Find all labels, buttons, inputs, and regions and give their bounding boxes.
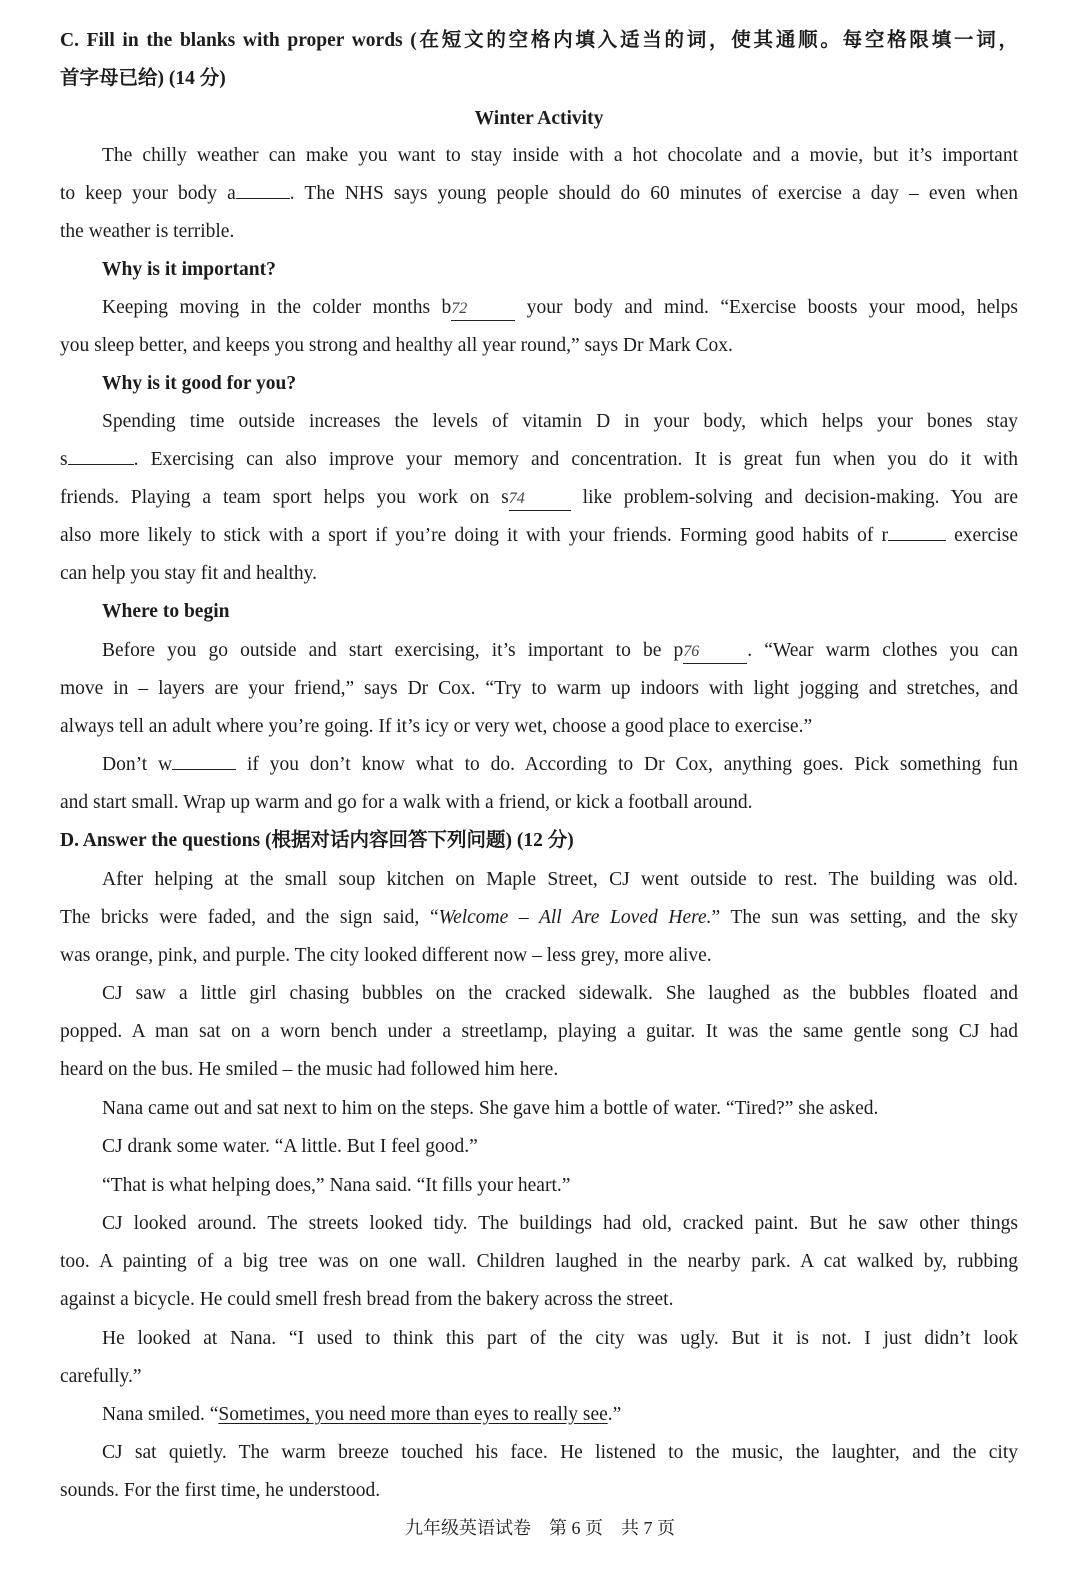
c-p3-line1-text: Spending time outside increases the levels of vitamin D in your body, which helps your bones stay — [102, 411, 1018, 432]
c-p4-line1-b: . “Wear warm clothes you can — [747, 640, 1018, 661]
c-p2-line2-text: you sleep better, and keeps you strong and healthy all year round,” says Dr Mark Cox. — [60, 335, 733, 356]
d-p2-line1 — [102, 975, 1018, 1013]
c-p1-line2-b: . The NHS says young people should do 60 minutes of exercise a day – even when — [289, 183, 1018, 204]
c-p4-line2 — [60, 670, 1018, 708]
c-p4-line3 — [60, 708, 1018, 746]
c-p1-line3-text: the weather is terrible. — [60, 221, 235, 242]
c-p1-line1-text: The chilly weather can make you want to stay inside with a hot chocolate and a movie, but it’s important — [102, 145, 1018, 166]
d-p6-line3 — [60, 1281, 1018, 1319]
d-p4 — [102, 1128, 1018, 1166]
d-p4-text: CJ drank some water. “A little. But I feel good.” — [102, 1136, 478, 1157]
c-p3-line3-b: like problem-solving and decision-making. You are — [570, 487, 1018, 508]
c-p5-line1 — [102, 746, 1018, 784]
c-p1-line3 — [60, 213, 1018, 251]
blank-74[interactable] — [509, 488, 571, 511]
c-p5-line2 — [60, 784, 1018, 822]
d-p5-text: “That is what helping does,” Nana said. “It fills your heart.” — [102, 1175, 571, 1196]
d-p2-line2 — [60, 1013, 1018, 1051]
sign-quote: Welcome – All Are Loved Here. — [438, 907, 712, 928]
c-p3-line2 — [60, 441, 1018, 479]
d-p2-line3-text: heard on the bus. He smiled – the music had followed him here. — [60, 1059, 559, 1080]
c-p5-line1-b: if you don’t know what to do. According to Dr Cox, anything goes. Pick something fun — [236, 754, 1018, 775]
c-p2-line1-b: your body and mind. “Exercise boosts your mood, helps — [515, 297, 1018, 318]
d-p1-line3 — [60, 937, 1018, 975]
c-p2-line1 — [102, 289, 1018, 327]
c-p3-line3-a: friends. Playing a team sport helps you work on s — [60, 487, 509, 508]
d-p8-b: .” — [607, 1404, 622, 1425]
d-p2-line2-text: popped. A man sat on a worn bench under a streetlamp, playing a guitar. It was the same gentle song CJ had — [60, 1021, 1018, 1042]
d-p1-line2-b: ” The sun was setting, and the sky — [711, 907, 1018, 928]
d-p8 — [102, 1396, 1018, 1434]
subheading-why-important — [102, 251, 1018, 289]
c-p3-line4-a: also more likely to stick with a sport if you’re doing it with your friends. Forming good habits of r — [60, 525, 888, 546]
c-p3-line1 — [102, 403, 1018, 441]
blank-72-mark: 72 — [451, 300, 468, 317]
blank-76[interactable] — [683, 641, 747, 664]
c-p1-line1 — [102, 137, 1018, 175]
d-p8-a: Nana smiled. “ — [102, 1404, 219, 1425]
blank-74-mark: 74 — [508, 490, 525, 507]
d-p6-line3-text: against a bicycle. He could smell fresh bread from the bakery across the street. — [60, 1289, 674, 1310]
blank-73[interactable] — [68, 464, 134, 465]
c-p4-line1 — [102, 632, 1018, 670]
c-p3-line4-b: exercise — [945, 525, 1018, 546]
d-p7-line1 — [102, 1320, 1018, 1358]
section-c-heading-2 — [60, 60, 1018, 98]
c-p5-line2-text: and start small. Wrap up warm and go for a walk with a friend, or kick a football around. — [60, 792, 753, 813]
d-p1-line2 — [60, 899, 1018, 937]
section-c-heading — [60, 22, 1018, 60]
section-c-heading-line1: C. Fill in the blanks with proper words (在短文的空格内填入适当的词，使其通顺。每空格限填一词， — [60, 30, 1018, 51]
section-d-heading-text: D. Answer the questions (根据对话内容回答下列问题) (12 分) — [60, 830, 574, 851]
d-p1-line1-text: After helping at the small soup kitchen on Maple Street, CJ went outside to rest. The building was old. — [102, 869, 1018, 890]
passage-title — [60, 100, 1018, 138]
blank-77[interactable] — [172, 769, 236, 770]
d-p3-text: Nana came out and sat next to him on the steps. She gave him a bottle of water. “Tired?” she asked. — [102, 1098, 879, 1119]
page-footer — [0, 1510, 1080, 1546]
d-p6-line2 — [60, 1243, 1018, 1281]
d-p7-line2 — [60, 1358, 1018, 1396]
blank-72[interactable] — [451, 298, 515, 321]
page-footer-text: 九年级英语试卷 第 6 页 共 7 页 — [405, 1518, 675, 1538]
d-p2-line3 — [60, 1051, 1018, 1089]
d-p7-line2-text: carefully.” — [60, 1366, 142, 1387]
c-p5-line1-a: Don’t w — [102, 754, 173, 775]
d-p1-line3-text: was orange, pink, and purple. The city looked different now – less grey, more alive. — [60, 945, 712, 966]
c-p3-line4 — [60, 517, 1018, 555]
c-p3-line2-b: . Exercising can also improve your memory and concentration. It is great fun when you do it with — [133, 449, 1018, 470]
subheading-why-important-text: Why is it important? — [102, 259, 276, 280]
blank-76-mark: 76 — [683, 643, 700, 660]
d-p9-line1-text: CJ sat quietly. The warm breeze touched his face. He listened to the music, the laughter, and the city — [102, 1442, 1018, 1463]
c-p1-line2-a: to keep your body a — [60, 183, 236, 204]
c-p1-line2 — [60, 175, 1018, 213]
subheading-where-begin-text: Where to begin — [102, 601, 230, 622]
c-p3-line5-text: can help you stay fit and healthy. — [60, 563, 318, 584]
d-p6-line1-text: CJ looked around. The streets looked tidy. The buildings had old, cracked paint. But he saw other things — [102, 1213, 1018, 1234]
d-p3 — [102, 1090, 1018, 1128]
d-p6-line1 — [102, 1205, 1018, 1243]
blank-75[interactable] — [888, 540, 946, 541]
d-p1-line1 — [102, 861, 1018, 899]
c-p4-line3-text: always tell an adult where you’re going. If it’s icy or very wet, choose a good place to exercise.” — [60, 716, 813, 737]
d-p9-line1 — [102, 1434, 1018, 1472]
d-p9-line2-text: sounds. For the first time, he understood. — [60, 1480, 381, 1501]
d-p5 — [102, 1167, 1018, 1205]
passage-title-text: Winter Activity — [474, 108, 604, 129]
c-p3-line5 — [60, 555, 1018, 593]
d-p2-line1-text: CJ saw a little girl chasing bubbles on the cracked sidewalk. She laughed as the bubbles floated and — [102, 983, 1018, 1004]
d-p6-line2-text: too. A painting of a big tree was on one wall. Children laughed in the nearby park. A cat walked by, rubbing — [60, 1251, 1018, 1272]
c-p4-line2-text: move in – layers are your friend,” says Dr Cox. “Try to warm up indoors with light jogging and stretches, and — [60, 678, 1018, 699]
c-p2-line1-a: Keeping moving in the colder months b — [102, 297, 452, 318]
d-p1-line2-a: The bricks were faded, and the sign said, “ — [60, 907, 439, 928]
underlined-sentence: Sometimes, you need more than eyes to really see — [218, 1404, 608, 1425]
c-p3-line2-a: s — [60, 449, 68, 470]
d-p7-line1-text: He looked at Nana. “I used to think this part of the city was ugly. But it is not. I just didn’t look — [102, 1328, 1018, 1349]
c-p4-line1-a: Before you go outside and start exercising, it’s important to be p — [102, 640, 684, 661]
subheading-why-good-text: Why is it good for you? — [102, 373, 297, 394]
c-p2-line2 — [60, 327, 1018, 365]
d-p9-line2 — [60, 1472, 1018, 1510]
subheading-why-good — [102, 365, 1018, 403]
section-d-heading — [60, 822, 1018, 860]
section-c-heading-line2: 首字母已给) (14 分) — [60, 68, 226, 89]
blank-71[interactable] — [236, 198, 290, 199]
c-p3-line3 — [60, 479, 1018, 517]
subheading-where-begin — [102, 593, 1018, 631]
